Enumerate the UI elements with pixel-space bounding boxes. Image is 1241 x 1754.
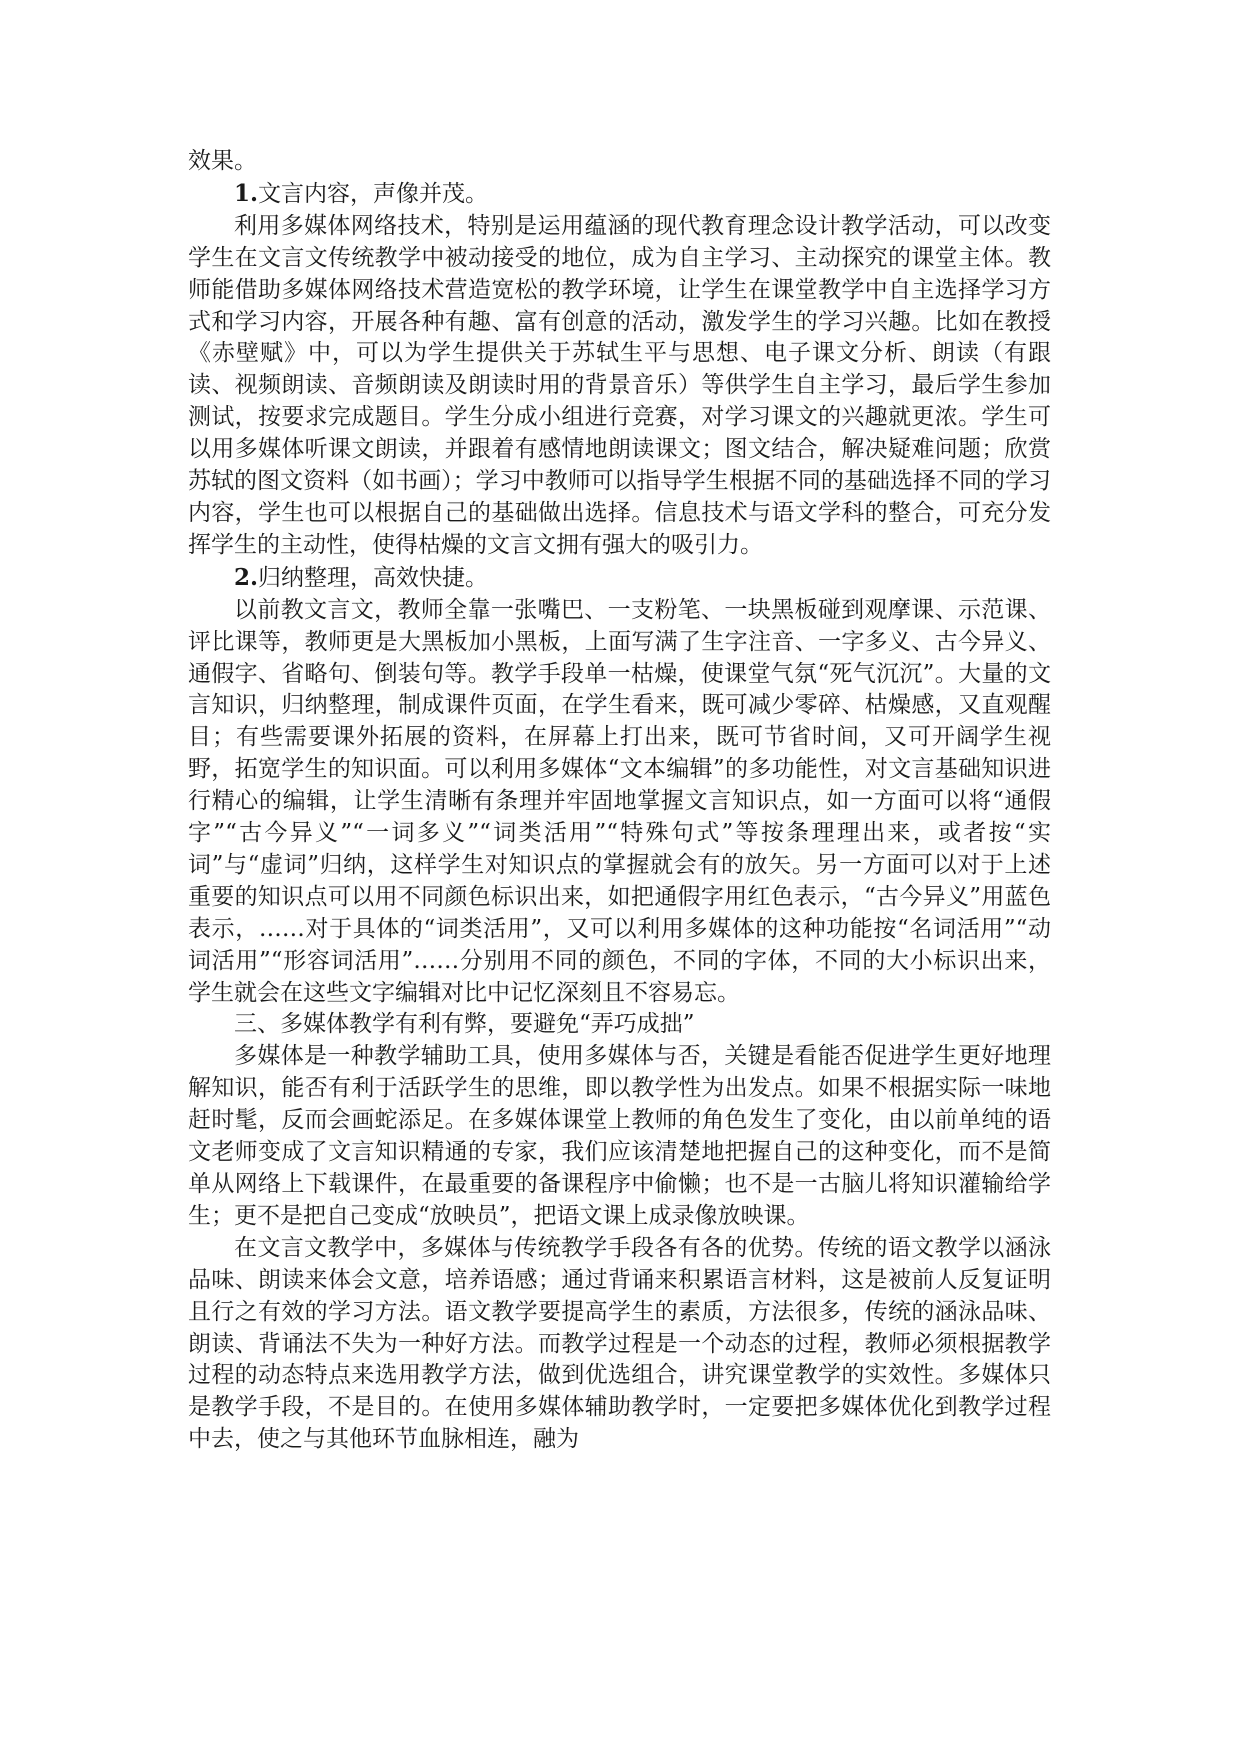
paragraph: 利用多媒体网络技术，特别是运用蕴涵的现代教育理念设计教学活动，可以改变学生在文言文传统教学中被动接受的地位，成为自主学习、主动探究的课堂主体。教师能借助多媒体网络技术营造宽松的教学环境，让学生在课堂教学中自主选择学习方式和学习内容，开展各种有趣、富有创意的活动，激发学生的学习兴趣。比如在教授《赤壁赋》中，可以为学生提供关于苏轼生平与思想、电子课文分析、朗读（有跟读、视频朗读、音频朗读及朗读时用的背景音乐）等供学生自主学习，最后学生参加测试，按要求完成题目。学生分成小组进行竞赛，对学习课文的兴趣就更浓。学生可以用多媒体听课文朗读，并跟着有感情地朗读课文；图文结合，解决疑难问题；欣赏苏轼的图文资料（如书画）；学习中教师可以指导学生根据不同的基础选择不同的学习内容，学生也可以根据自己的基础做出选择。信息技术与语文学科的整合，可充分发挥学生的主动性，使得枯燥的文言文拥有强大的吸引力。 (188, 212, 1051, 558)
paragraph-continuation: 效果。 (188, 148, 257, 174)
heading-text: 归纳整理，高效快捷。 (258, 564, 489, 591)
section-heading-1 (188, 178, 1051, 211)
document-page (188, 146, 1051, 1456)
heading-text: 文言内容，声像并茂。 (258, 180, 489, 207)
heading-number: 2. (234, 563, 259, 591)
section-heading-3: 三、多媒体教学有利有弊，要避免“弄巧成拙” (234, 1011, 695, 1038)
paragraph: 以前教文言文，教师全靠一张嘴巴、一支粉笔、一块黑板碰到观摩课、示范课、评比课等，教师更是大黑板加小黑板，上面写满了生字注音、一字多义、古今异义、通假字、省略句、倒装句等。教学手段单一枯燥，使课堂气氛“死气沉沉”。大量的文言知识，归纳整理，制成课件页面，在学生看来，既可减少零碎、枯燥感，又直观醒目；有些需要课外拓展的资料，在屏幕上打出来，既可节省时间，又可开阔学生视野，拓宽学生的知识面。可以利用多媒体“文本编辑”的多功能性，对文言基础知识进行精心的编辑，让学生清晰有条理并牢固地掌握文言知识点，如一方面可以将“通假字”“古今异义”“一词多义”“词类活用”“特殊句式”等按条理理出来，或者按“实词”与“虚词”归纳，这样学生对知识点的掌握就会有的放矢。另一方面可以对于上述重要的知识点可以用不同颜色标识出来，如把通假字用红色表示，“古今异义”用蓝色表示，……对于具体的“词类活用”，又可以利用多媒体的这种功能按“名词活用”“动词活用”“形容词活用”……分别用不同的颜色，不同的字体，不同的大小标识出来，学生就会在这些文字编辑对比中记忆深刻且不容易忘。 (188, 596, 1051, 1006)
heading-number: 1. (234, 179, 259, 207)
paragraph: 在文言文教学中，多媒体与传统教学手段各有各的优势。传统的语文教学以涵泳品味、朗读来体会文意，培养语感；通过背诵来积累语言材料，这是被前人反复证明且行之有效的学习方法。语文教学要提高学生的素质，方法很多，传统的涵泳品味、朗读、背诵法不失为一种好方法。而教学过程是一个动态的过程，教师必须根据教学过程的动态特点来选用教学方法，做到优选组合，讲究课堂教学的实效性。多媒体只是教学手段，不是目的。在使用多媒体辅助教学时，一定要把多媒体优化到教学过程中去，使之与其他环节血脉相连，融为 (188, 1234, 1051, 1453)
section-heading-2 (188, 562, 1051, 595)
paragraph: 多媒体是一种教学辅助工具，使用多媒体与否，关键是看能否促进学生更好地理解知识，能否有利于活跃学生的思维，即以教学性为出发点。如果不根据实际一味地赶时髦，反而会画蛇添足。在多媒体课堂上教师的角色发生了变化，由以前单纯的语文老师变成了文言知识精通的专家，我们应该清楚地把握自己的这种变化，而不是简单从网络上下载课件，在最重要的备课程序中偷懒；也不是一古脑儿将知识灌输给学生；更不是把自己变成“放映员”，把语文课上成录像放映课。 (188, 1043, 1051, 1229)
